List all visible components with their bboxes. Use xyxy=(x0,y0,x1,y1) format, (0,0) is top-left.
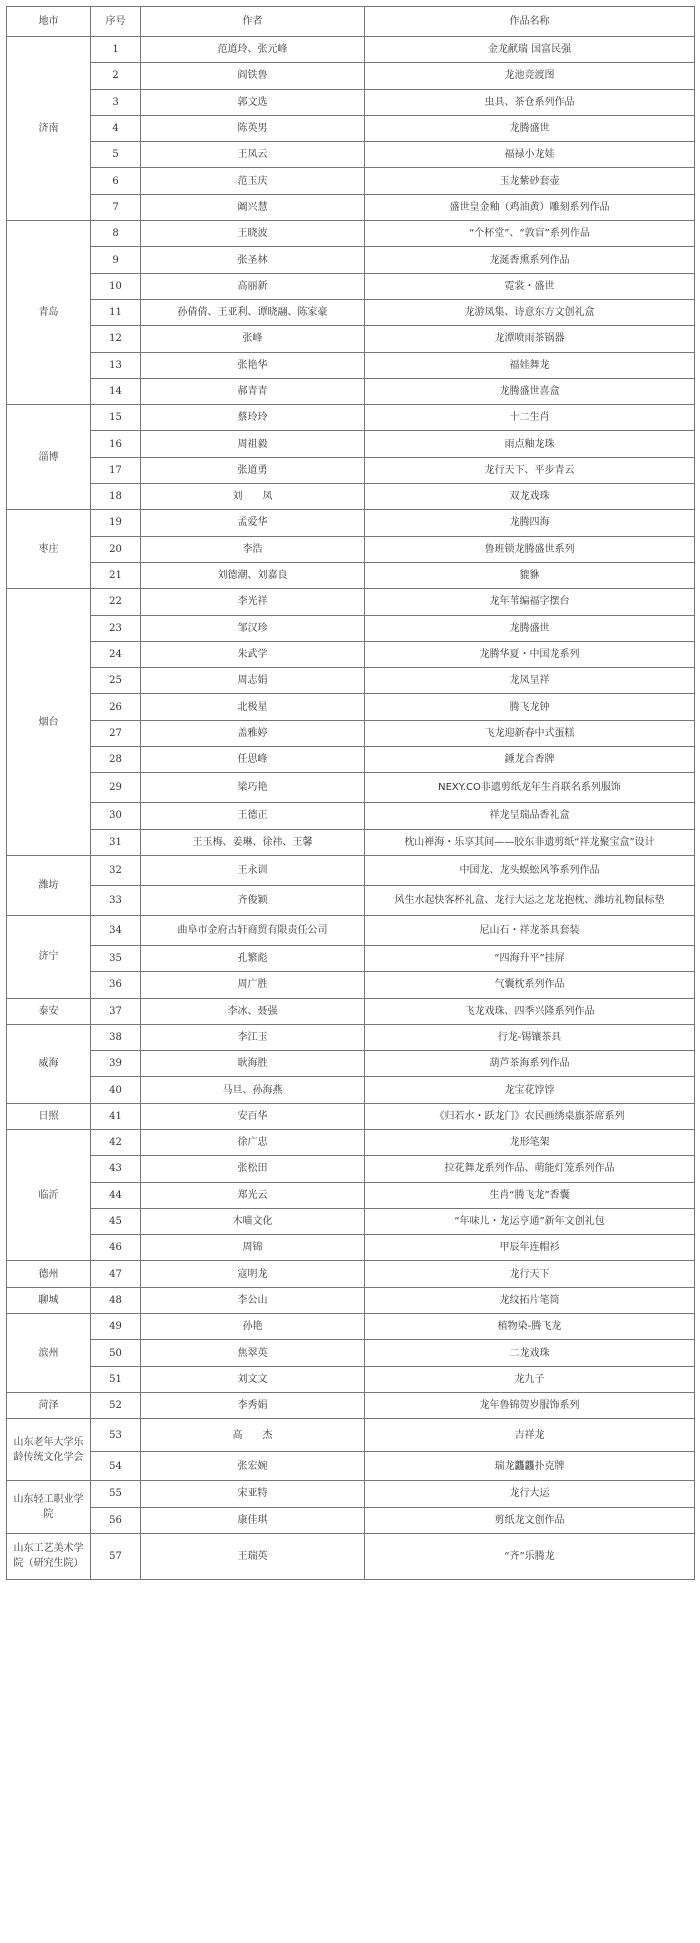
work-cell: 尼山石・祥龙茶具套装 xyxy=(365,915,695,945)
num-cell: 33 xyxy=(91,885,141,915)
city-cell: 山东老年大学乐龄传统文化学会 xyxy=(7,1419,91,1481)
work-cell: 二龙戏珠 xyxy=(365,1340,695,1366)
num-cell: 10 xyxy=(91,273,141,299)
city-cell: 临沂 xyxy=(7,1129,91,1260)
work-cell: 龙潭喷雨茶锅器 xyxy=(365,326,695,352)
author-cell: 郭文选 xyxy=(141,89,365,115)
num-cell: 20 xyxy=(91,536,141,562)
work-cell: 龙年鲁锦贺岁服饰系列 xyxy=(365,1392,695,1418)
table-row xyxy=(7,431,695,457)
num-cell: 21 xyxy=(91,562,141,588)
table-row xyxy=(7,915,695,945)
city-cell: 烟台 xyxy=(7,589,91,856)
city-cell: 潍坊 xyxy=(7,855,91,915)
num-cell: 18 xyxy=(91,484,141,510)
work-cell: 福禄小龙娃 xyxy=(365,142,695,168)
table-row xyxy=(7,168,695,194)
header-city: 地市 xyxy=(7,7,91,37)
work-cell: 龙行天下 xyxy=(365,1261,695,1287)
table-row xyxy=(7,720,695,746)
author-cell: 阚兴慧 xyxy=(141,194,365,220)
work-cell: NEXY.CO非遗剪纸龙年生肖联名系列服饰 xyxy=(365,773,695,803)
table-row xyxy=(7,1051,695,1077)
city-cell: 济南 xyxy=(7,37,91,221)
author-cell: 刘德潮、刘嘉良 xyxy=(141,562,365,588)
table-row xyxy=(7,773,695,803)
num-cell: 54 xyxy=(91,1452,141,1481)
num-cell: 6 xyxy=(91,168,141,194)
table-row xyxy=(7,1208,695,1234)
author-cell: 安百华 xyxy=(141,1103,365,1129)
table-row xyxy=(7,89,695,115)
author-cell: 李浩 xyxy=(141,536,365,562)
author-cell: 周祖毅 xyxy=(141,431,365,457)
work-cell: “四海升平”挂屏 xyxy=(365,945,695,971)
author-cell: 张峰 xyxy=(141,326,365,352)
author-cell: 范玉庆 xyxy=(141,168,365,194)
header-work: 作品名称 xyxy=(365,7,695,37)
work-cell: 中国龙、龙头蜈蚣风筝系列作品 xyxy=(365,855,695,885)
city-cell: 山东工艺美术学院（研究生院） xyxy=(7,1533,91,1579)
table-row xyxy=(7,484,695,510)
work-cell: 福娃舞龙 xyxy=(365,352,695,378)
city-cell: 威海 xyxy=(7,1024,91,1103)
author-cell: 梁巧艳 xyxy=(141,773,365,803)
work-cell: 甲辰年连帽衫 xyxy=(365,1235,695,1261)
table-row xyxy=(7,998,695,1024)
work-cell: 龙行大运 xyxy=(365,1481,695,1507)
table-row xyxy=(7,1287,695,1313)
author-cell: 王瑞英 xyxy=(141,1533,365,1579)
work-cell: 生肖“腾飞龙”香囊 xyxy=(365,1182,695,1208)
author-cell: 木喵文化 xyxy=(141,1208,365,1234)
num-cell: 46 xyxy=(91,1235,141,1261)
document xyxy=(6,6,694,1580)
table-row xyxy=(7,194,695,220)
city-cell: 青岛 xyxy=(7,221,91,405)
work-cell: 龙腾华夏・中国龙系列 xyxy=(365,641,695,667)
author-cell: 徐广忠 xyxy=(141,1129,365,1155)
num-cell: 22 xyxy=(91,589,141,615)
city-cell: 菏泽 xyxy=(7,1392,91,1418)
work-cell: 瑞龙龘龘扑克牌 xyxy=(365,1452,695,1481)
num-cell: 1 xyxy=(91,37,141,63)
table-row xyxy=(7,457,695,483)
table-row xyxy=(7,694,695,720)
author-cell: 王玉梅、姜琳、徐祎、王馨 xyxy=(141,829,365,855)
city-cell: 淄博 xyxy=(7,405,91,510)
work-cell: 玉龙紫砂套壶 xyxy=(365,168,695,194)
num-cell: 30 xyxy=(91,803,141,829)
table-row xyxy=(7,972,695,998)
author-cell: 康佳琪 xyxy=(141,1507,365,1533)
num-cell: 16 xyxy=(91,431,141,457)
table-row xyxy=(7,1392,695,1418)
num-cell: 51 xyxy=(91,1366,141,1392)
num-cell: 53 xyxy=(91,1419,141,1452)
num-cell: 32 xyxy=(91,855,141,885)
table-row xyxy=(7,405,695,431)
table-row xyxy=(7,855,695,885)
work-cell: 龙腾四海 xyxy=(365,510,695,536)
city-cell: 山东轻工职业学院 xyxy=(7,1481,91,1534)
city-cell: 枣庄 xyxy=(7,510,91,589)
author-cell: 刘文文 xyxy=(141,1366,365,1392)
work-cell: 霓裳・盛世 xyxy=(365,273,695,299)
author-cell: 周锦 xyxy=(141,1235,365,1261)
num-cell: 4 xyxy=(91,115,141,141)
author-cell: 任思峰 xyxy=(141,747,365,773)
author-cell: 李公山 xyxy=(141,1287,365,1313)
work-cell: 虫具、茶仓系列作品 xyxy=(365,89,695,115)
works-table xyxy=(6,6,695,1580)
author-cell: 李冰、聂强 xyxy=(141,998,365,1024)
num-cell: 56 xyxy=(91,1507,141,1533)
work-cell: 鲁班锁龙腾盛世系列 xyxy=(365,536,695,562)
work-cell: 气囊枕系列作品 xyxy=(365,972,695,998)
table-row xyxy=(7,1077,695,1103)
work-cell: 龙腾盛世 xyxy=(365,615,695,641)
table-row xyxy=(7,668,695,694)
num-cell: 15 xyxy=(91,405,141,431)
num-cell: 12 xyxy=(91,326,141,352)
author-cell: 朱武学 xyxy=(141,641,365,667)
table-row xyxy=(7,1182,695,1208)
author-cell: 盖雅婷 xyxy=(141,720,365,746)
author-cell: 孙艳 xyxy=(141,1314,365,1340)
work-cell: 雨点釉龙珠 xyxy=(365,431,695,457)
author-cell: 齐俊颖 xyxy=(141,885,365,915)
num-cell: 55 xyxy=(91,1481,141,1507)
table-row xyxy=(7,1507,695,1533)
table-row xyxy=(7,1481,695,1507)
city-cell: 德州 xyxy=(7,1261,91,1287)
work-cell: “齐”乐腾龙 xyxy=(365,1533,695,1579)
table-row xyxy=(7,510,695,536)
author-cell: 周广胜 xyxy=(141,972,365,998)
work-cell: 腾飞龙钟 xyxy=(365,694,695,720)
num-cell: 48 xyxy=(91,1287,141,1313)
author-cell: 孔繁彪 xyxy=(141,945,365,971)
table-row xyxy=(7,1340,695,1366)
table-row xyxy=(7,536,695,562)
num-cell: 45 xyxy=(91,1208,141,1234)
author-cell: 高丽新 xyxy=(141,273,365,299)
author-cell: 张艳华 xyxy=(141,352,365,378)
table-row xyxy=(7,641,695,667)
work-cell: 盛世皇金釉（鸡油黄）雕刻系列作品 xyxy=(365,194,695,220)
work-cell: 龙涎香熏系列作品 xyxy=(365,247,695,273)
num-cell: 47 xyxy=(91,1261,141,1287)
author-cell: 陈英男 xyxy=(141,115,365,141)
table-row xyxy=(7,221,695,247)
num-cell: 23 xyxy=(91,615,141,641)
num-cell: 49 xyxy=(91,1314,141,1340)
work-cell: 龙凤呈祥 xyxy=(365,668,695,694)
author-cell: 孟爱华 xyxy=(141,510,365,536)
num-cell: 11 xyxy=(91,299,141,325)
author-cell: 周志娟 xyxy=(141,668,365,694)
num-cell: 31 xyxy=(91,829,141,855)
work-cell: 双龙戏珠 xyxy=(365,484,695,510)
work-cell: 龙形笔架 xyxy=(365,1129,695,1155)
table-row xyxy=(7,37,695,63)
author-cell: 张圣林 xyxy=(141,247,365,273)
num-cell: 5 xyxy=(91,142,141,168)
author-cell: 李光祥 xyxy=(141,589,365,615)
table-row xyxy=(7,1103,695,1129)
num-cell: 42 xyxy=(91,1129,141,1155)
work-cell: 龙行天下、平步青云 xyxy=(365,457,695,483)
author-cell: 李江玉 xyxy=(141,1024,365,1050)
table-row xyxy=(7,1235,695,1261)
table-row xyxy=(7,829,695,855)
work-cell: 风生水起快客杯礼盒、龙行大运之龙龙抱枕、潍坊礼物鼠标垫 xyxy=(365,885,695,915)
table-row xyxy=(7,1419,695,1452)
work-cell: 龙纹拓片笔筒 xyxy=(365,1287,695,1313)
work-cell: 剪纸龙文创作品 xyxy=(365,1507,695,1533)
work-cell: 貔貅 xyxy=(365,562,695,588)
author-cell: 蔡玲玲 xyxy=(141,405,365,431)
num-cell: 57 xyxy=(91,1533,141,1579)
table-row xyxy=(7,945,695,971)
work-cell: 行龙-锡镶茶具 xyxy=(365,1024,695,1050)
header-author: 作者 xyxy=(141,7,365,37)
city-cell: 滨州 xyxy=(7,1314,91,1393)
num-cell: 3 xyxy=(91,89,141,115)
table-row xyxy=(7,747,695,773)
num-cell: 52 xyxy=(91,1392,141,1418)
num-cell: 41 xyxy=(91,1103,141,1129)
work-cell: 金龙献瑞 国富民强 xyxy=(365,37,695,63)
table-row xyxy=(7,63,695,89)
city-cell: 日照 xyxy=(7,1103,91,1129)
author-cell: 寇明龙 xyxy=(141,1261,365,1287)
author-cell: 耿海胜 xyxy=(141,1051,365,1077)
table-row xyxy=(7,142,695,168)
table-row xyxy=(7,352,695,378)
work-cell: 龙游凤集、诗意东方文创礼盒 xyxy=(365,299,695,325)
work-cell: 葫芦茶海系列作品 xyxy=(365,1051,695,1077)
work-cell: 龙腾盛世 xyxy=(365,115,695,141)
num-cell: 36 xyxy=(91,972,141,998)
num-cell: 24 xyxy=(91,641,141,667)
num-cell: 17 xyxy=(91,457,141,483)
work-cell: 龙宝花饽饽 xyxy=(365,1077,695,1103)
table-row xyxy=(7,1129,695,1155)
author-cell: 郑光云 xyxy=(141,1182,365,1208)
work-cell: 龙池竞渡图 xyxy=(365,63,695,89)
work-cell: “年味儿・龙运亨通”新年文创礼包 xyxy=(365,1208,695,1234)
table-row xyxy=(7,247,695,273)
author-cell: 邹汉珍 xyxy=(141,615,365,641)
table-row xyxy=(7,1024,695,1050)
table-row xyxy=(7,378,695,404)
author-cell: 高 杰 xyxy=(141,1419,365,1452)
author-cell: 王德正 xyxy=(141,803,365,829)
author-cell: 宋亚特 xyxy=(141,1481,365,1507)
author-cell: 北极星 xyxy=(141,694,365,720)
num-cell: 27 xyxy=(91,720,141,746)
num-cell: 7 xyxy=(91,194,141,220)
num-cell: 37 xyxy=(91,998,141,1024)
num-cell: 43 xyxy=(91,1156,141,1182)
num-cell: 35 xyxy=(91,945,141,971)
num-cell: 2 xyxy=(91,63,141,89)
author-cell: 刘 凤 xyxy=(141,484,365,510)
table-row xyxy=(7,803,695,829)
table-row xyxy=(7,885,695,915)
table-row xyxy=(7,1156,695,1182)
work-cell: 十二生肖 xyxy=(365,405,695,431)
work-cell: 飞龙戏珠、四季兴隆系列作品 xyxy=(365,998,695,1024)
num-cell: 9 xyxy=(91,247,141,273)
table-row xyxy=(7,1314,695,1340)
table-row xyxy=(7,326,695,352)
work-cell: 龙年苇编福字摆台 xyxy=(365,589,695,615)
num-cell: 19 xyxy=(91,510,141,536)
author-cell: 王晓波 xyxy=(141,221,365,247)
author-cell: 焦翠英 xyxy=(141,1340,365,1366)
table-row xyxy=(7,1452,695,1481)
table-row xyxy=(7,615,695,641)
num-cell: 39 xyxy=(91,1051,141,1077)
header-num: 序号 xyxy=(91,7,141,37)
num-cell: 38 xyxy=(91,1024,141,1050)
author-cell: 张道勇 xyxy=(141,457,365,483)
author-cell: 王凤云 xyxy=(141,142,365,168)
num-cell: 50 xyxy=(91,1340,141,1366)
table-row xyxy=(7,562,695,588)
num-cell: 29 xyxy=(91,773,141,803)
work-cell: 拉花舞龙系列作品、萌能灯笼系列作品 xyxy=(365,1156,695,1182)
table-row xyxy=(7,1533,695,1579)
author-cell: 孙倩倩、王亚利、谭晓翮、陈家豪 xyxy=(141,299,365,325)
num-cell: 28 xyxy=(91,747,141,773)
author-cell: 张松田 xyxy=(141,1156,365,1182)
work-cell: 植物染-腾飞龙 xyxy=(365,1314,695,1340)
table-row xyxy=(7,1366,695,1392)
table-row xyxy=(7,299,695,325)
work-cell: 《归若水・跃龙门》农民画绣桌旗茶席系列 xyxy=(365,1103,695,1129)
num-cell: 25 xyxy=(91,668,141,694)
work-cell: “个杯堂”、“敦盲”系列作品 xyxy=(365,221,695,247)
table-row xyxy=(7,1261,695,1287)
num-cell: 34 xyxy=(91,915,141,945)
city-cell: 聊城 xyxy=(7,1287,91,1313)
author-cell: 王永训 xyxy=(141,855,365,885)
work-cell: 龙九子 xyxy=(365,1366,695,1392)
num-cell: 44 xyxy=(91,1182,141,1208)
num-cell: 40 xyxy=(91,1077,141,1103)
work-cell: 枕山禅海・乐享其间——胶东非遗剪纸“祥龙聚宝盒”设计 xyxy=(365,829,695,855)
author-cell: 范道玲、张元峰 xyxy=(141,37,365,63)
work-cell: 吉祥龙 xyxy=(365,1419,695,1452)
work-cell: 龙腾盛世喜盒 xyxy=(365,378,695,404)
table-row xyxy=(7,273,695,299)
author-cell: 张宏婉 xyxy=(141,1452,365,1481)
work-cell: 飞龙迎新春中式蛋糕 xyxy=(365,720,695,746)
num-cell: 26 xyxy=(91,694,141,720)
table-row xyxy=(7,589,695,615)
city-cell: 济宁 xyxy=(7,915,91,998)
author-cell: 李秀娟 xyxy=(141,1392,365,1418)
num-cell: 13 xyxy=(91,352,141,378)
work-cell: 祥龙呈瑞品香礼盒 xyxy=(365,803,695,829)
author-cell: 阎铁鲁 xyxy=(141,63,365,89)
author-cell: 马旦、孙海燕 xyxy=(141,1077,365,1103)
author-cell: 曲阜市金府古轩商贸有限责任公司 xyxy=(141,915,365,945)
num-cell: 8 xyxy=(91,221,141,247)
header-row xyxy=(7,7,695,37)
author-cell: 郝青青 xyxy=(141,378,365,404)
city-cell: 泰安 xyxy=(7,998,91,1024)
num-cell: 14 xyxy=(91,378,141,404)
table-row xyxy=(7,115,695,141)
work-cell: 錘龙合香牌 xyxy=(365,747,695,773)
